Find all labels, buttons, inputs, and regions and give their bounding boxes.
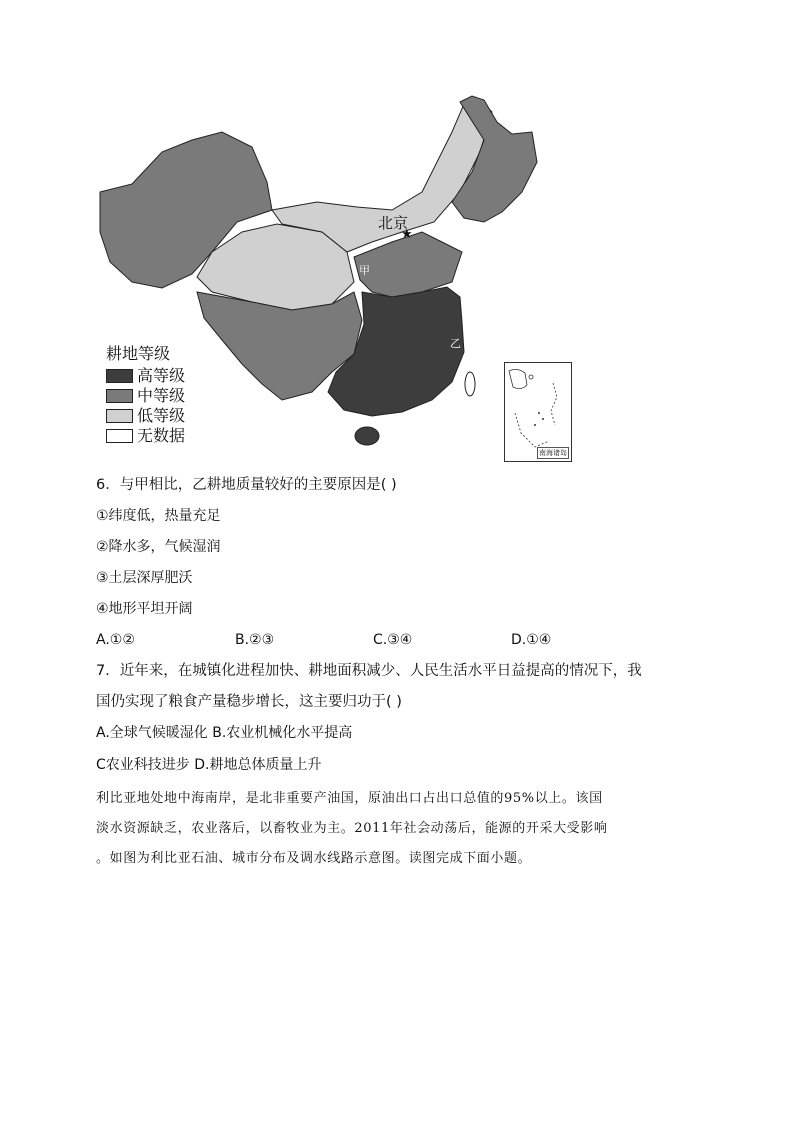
legend-swatch-medium: [106, 389, 133, 403]
legend-item-high: [106, 366, 185, 386]
legend-item-medium: [106, 386, 185, 406]
q7-stem-line1: 7．近年来，在城镇化进程加快、耕地面积减少、人民生活水平日益提高的情况下，我: [96, 663, 642, 679]
passage-line2: 淡水资源缺乏，农业落后，以畜牧业为主。2011年社会动荡后，能源的开采大受影响: [96, 821, 608, 836]
q6-stem: 6．与甲相比，乙耕地质量较好的主要原因是( ): [96, 477, 397, 493]
q6-option-a: A.①②: [96, 632, 135, 648]
legend-label-nodata: 无数据: [137, 426, 186, 445]
q6-statement-4: ④地形平坦开阔: [96, 601, 193, 617]
yi-label: 乙: [450, 337, 461, 350]
map-legend: [106, 344, 185, 446]
legend-swatch-nodata: [106, 429, 133, 443]
legend-label-low: 低等级: [137, 406, 186, 425]
inset-label: 南海诸岛: [539, 449, 567, 457]
q6-statement-2: ②降水多，气候湿润: [96, 539, 221, 555]
q7-options-row1: A.全球气候暖湿化 B.农业机械化水平提高: [96, 725, 353, 741]
q7-stem-line2: 国仍实现了粮食产量稳步增长，这主要归功于( ): [96, 694, 402, 710]
map-region-taiwan: [465, 372, 475, 396]
passage-line3: 。如图为利比亚石油、城市分布及调水线路示意图。读图完成下面小题。: [96, 851, 532, 866]
legend-label-high: 高等级: [137, 366, 186, 385]
q6-option-d: D.①④: [511, 632, 552, 648]
legend-title: 耕地等级: [106, 344, 171, 363]
legend-item-low: [106, 406, 185, 426]
q6-option-c: C.③④: [373, 632, 413, 648]
south-china-sea-inset: [504, 362, 572, 462]
map-region-hainan: [355, 427, 379, 445]
passage-line1: 利比亚地处地中海南岸，是北非重要产油国，原油出口占出口总值的95%以上。该国: [96, 791, 603, 806]
jia-label: 甲: [359, 264, 370, 277]
legend-swatch-low: [106, 409, 133, 423]
beijing-label: 北京: [378, 214, 409, 232]
q6-statement-3: ③土层深厚肥沃: [96, 570, 193, 586]
q6-statement-1: ①纬度低，热量充足: [96, 508, 221, 524]
farmland-grade-map: [92, 92, 580, 464]
legend-swatch-high: [106, 369, 133, 383]
legend-label-medium: 中等级: [137, 386, 186, 405]
beijing-star-icon: ★: [401, 227, 413, 242]
q6-option-b: B.②③: [235, 632, 275, 648]
legend-item-nodata: [106, 426, 185, 446]
q7-options-row2: C农业科技进步 D.耕地总体质量上升: [96, 757, 322, 773]
